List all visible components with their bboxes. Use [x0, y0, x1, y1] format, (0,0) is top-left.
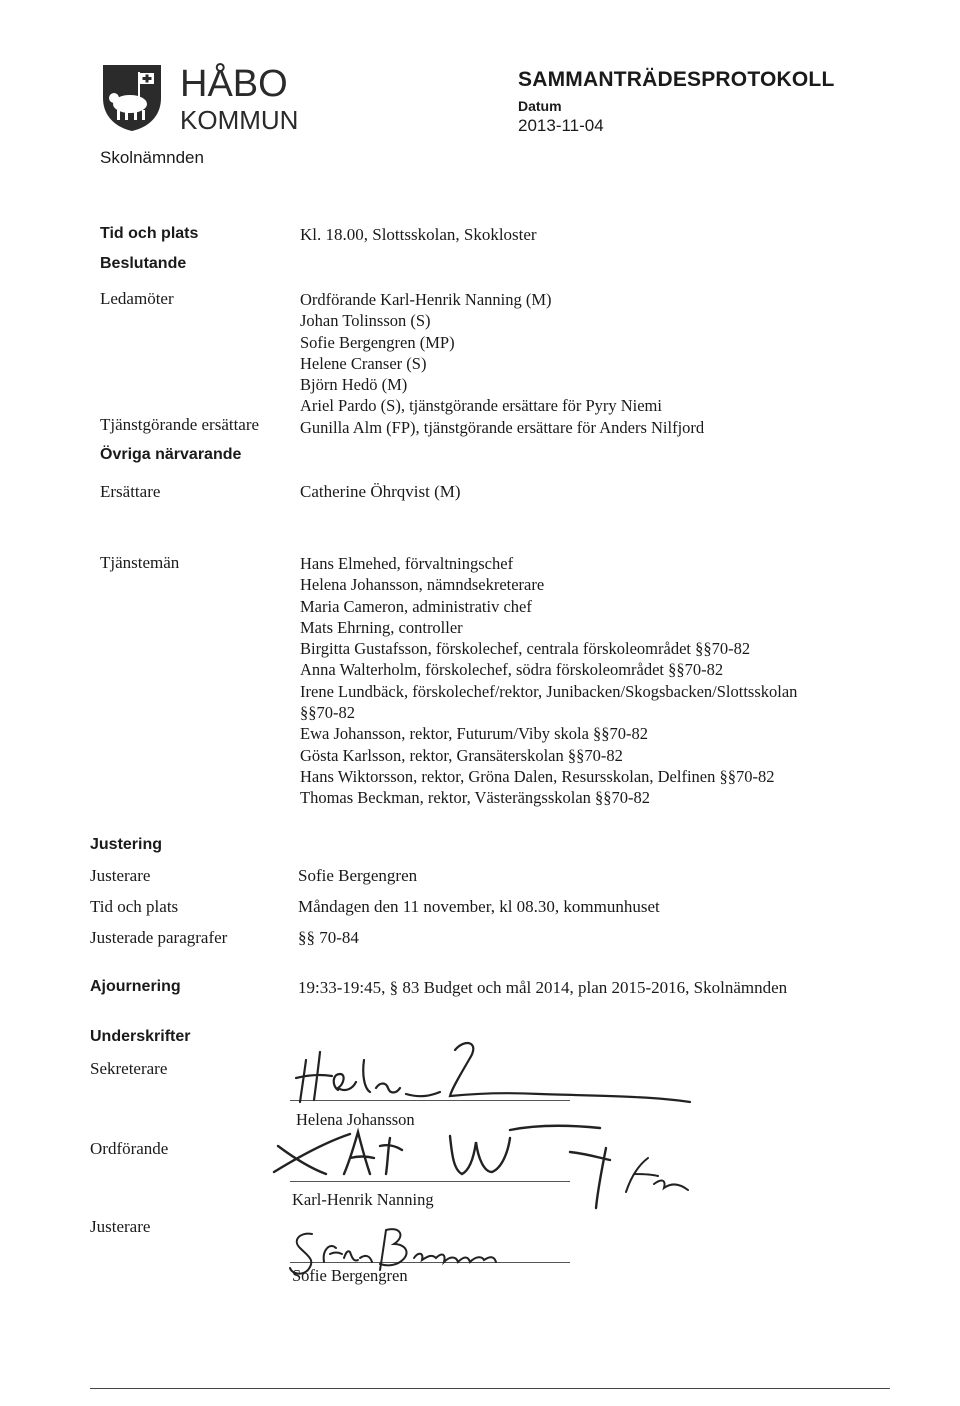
adjuster-value: Sofie Bergengren: [298, 866, 418, 885]
adjuster-label: Justerare: [90, 866, 151, 885]
list-item: Irene Lundbäck, förskolechef/rektor, Junibacken/Skogsbacken/Slottsskolan: [300, 681, 798, 701]
serving-substitutes-label: Tjänstgörande ersättare: [100, 415, 260, 434]
paragraphs-value: §§ 70-84: [298, 928, 359, 947]
adjuster-name: Sofie Bergengren: [292, 1266, 408, 1285]
members-list: [300, 289, 704, 438]
handwritten-signature-icon: [280, 1030, 700, 1110]
paragraphs-label: Justerade paragrafer: [90, 928, 228, 947]
list-item: Mats Ehrning, controller: [300, 617, 463, 637]
list-item: Helena Johansson, nämndsekreterare: [300, 575, 545, 595]
chair-name: Karl-Henrik Nanning: [292, 1190, 434, 1209]
department: Skolnämnden: [100, 148, 204, 167]
secretary-label: Sekreterare: [90, 1059, 168, 1078]
substitutes-value: Catherine Öhrqvist (M): [300, 482, 461, 501]
list-item: Ariel Pardo (S), tjänstgörande ersättare för Pyry Niemi: [300, 396, 662, 416]
list-item: Gunilla Alm (FP), tjänstgörande ersättare för Anders Nilfjord: [300, 417, 705, 437]
list-item: Johan Tolinsson (S): [300, 311, 431, 331]
others-present-label: Övriga närvarande: [100, 446, 242, 463]
list-item: Sofie Bergengren (MP): [300, 332, 455, 352]
officials-label: Tjänstemän: [100, 553, 180, 572]
list-item: Hans Wiktorsson, rektor, Gröna Dalen, Resursskolan, Delfinen §§70-82: [300, 766, 775, 786]
chair-label: Ordförande: [90, 1139, 169, 1158]
officials-list: [300, 553, 797, 809]
list-item: Björn Hedö (M): [300, 375, 408, 395]
deciding-label: Beslutande: [100, 255, 187, 272]
brand-title: HÅBO: [180, 63, 288, 105]
list-item: §§70-82: [300, 703, 355, 723]
justering-heading: Justering: [90, 836, 163, 853]
habo-coat-of-arms-icon: [100, 62, 164, 132]
list-item: Birgitta Gustafsson, förskolechef, centrala förskoleområdet §§70-82: [300, 639, 751, 659]
footer-divider: [90, 1388, 890, 1389]
list-item: Anna Walterholm, förskolechef, södra förskoleområdet §§70-82: [300, 660, 724, 680]
document-type: SAMMANTRÄDESPROTOKOLL: [518, 68, 835, 91]
list-item: Ewa Johansson, rektor, Futurum/Viby skola §§70-82: [300, 724, 649, 744]
time-place-value: Kl. 18.00, Slottsskolan, Skokloster: [300, 225, 537, 244]
date-label: Datum: [518, 98, 562, 114]
signature-adjuster-label: Justerare: [90, 1217, 151, 1236]
time-place-label: Tid och plats: [100, 225, 199, 242]
list-item: Ordförande Karl-Henrik Nanning (M): [300, 290, 552, 309]
substitutes-label: Ersättare: [100, 482, 161, 501]
list-item: Helene Cranser (S): [300, 353, 427, 373]
secretary-name: Helena Johansson: [296, 1110, 415, 1129]
brand-subtitle: KOMMUN: [180, 105, 299, 135]
list-item: Hans Elmehed, förvaltningschef: [300, 554, 514, 573]
list-item: Gösta Karlsson, rektor, Gransäterskolan §§70-82: [300, 745, 623, 765]
members-label: Ledamöter: [100, 289, 174, 308]
date-value: 2013-11-04: [518, 116, 604, 135]
underskrifter-heading: Underskrifter: [90, 1028, 191, 1045]
ajournering-heading: Ajournering: [90, 978, 181, 995]
justering-time-place-value: Måndagen den 11 november, kl 08.30, kommunhuset: [298, 897, 660, 916]
list-item: Maria Cameron, administrativ chef: [300, 596, 532, 616]
ajournering-value: 19:33-19:45, § 83 Budget och mål 2014, plan 2015-2016, Skolnämnden: [298, 978, 788, 997]
list-item: Thomas Beckman, rektor, Västerängsskolan §§70-82: [300, 788, 651, 808]
justering-time-place-label: Tid och plats: [90, 897, 179, 916]
